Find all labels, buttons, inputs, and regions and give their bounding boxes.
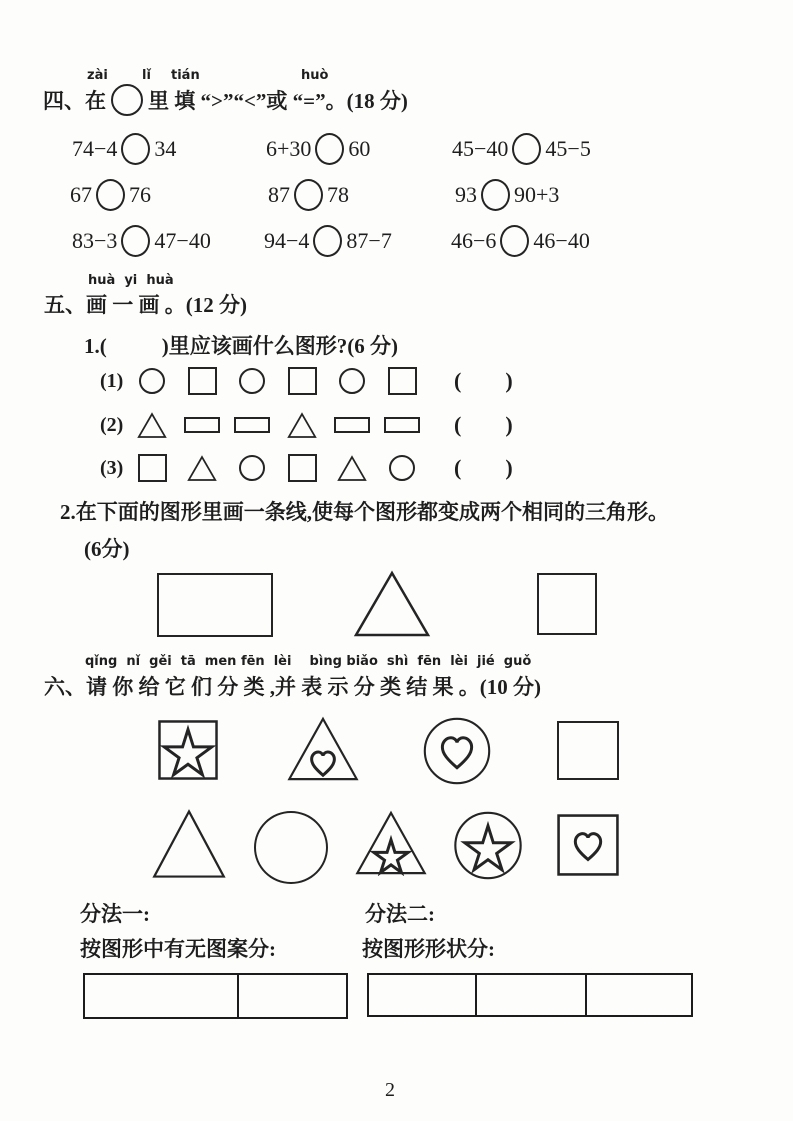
section5-title: 五、画 一 画 。(12 分) xyxy=(44,293,247,317)
q1-suffix: )里应该画什么图形?(6 分) xyxy=(161,334,398,358)
rectangle-shape xyxy=(234,417,270,433)
compare-problem-4 xyxy=(70,179,151,211)
answer-circle xyxy=(294,179,323,211)
circle-shape xyxy=(339,368,365,394)
divide-square xyxy=(537,573,597,635)
pinyin-zai: zài xyxy=(87,68,108,83)
circle-with-heart-shape xyxy=(420,716,494,786)
compare-problem-1 xyxy=(72,133,176,165)
divide-rectangle xyxy=(157,573,273,637)
compare-right: 87−7 xyxy=(346,228,392,253)
table-cell xyxy=(85,975,237,1017)
compare-left: 46−6 xyxy=(451,228,497,253)
compare-left: 94−4 xyxy=(264,228,310,253)
answer-circle xyxy=(313,225,342,257)
pattern-label: (2) xyxy=(100,413,124,436)
pattern-row-2 xyxy=(100,410,513,440)
section4-title-end: 里 填 “>”“<”或 “=”。(18 分) xyxy=(148,89,408,113)
square-with-heart-shape xyxy=(556,813,620,877)
triangle-shape xyxy=(152,808,226,880)
triangle-shape xyxy=(137,412,167,439)
circle-shape xyxy=(389,455,415,481)
section5-q1 xyxy=(84,330,398,360)
compare-problem-3 xyxy=(452,133,591,165)
pinyin-huo: huò xyxy=(301,68,329,83)
square-shape xyxy=(388,367,417,395)
compare-left: 93 xyxy=(455,182,477,207)
pattern-label: (1) xyxy=(100,369,124,392)
answer-parens: ( ) xyxy=(454,455,513,480)
square-shape xyxy=(288,454,317,482)
triangle-shape xyxy=(187,455,217,482)
compare-left: 45−40 xyxy=(452,136,509,161)
section6-title: 六、请 你 给 它 们 分 类 ,并 表 示 分 类 结 果 。(10 分) xyxy=(44,675,541,699)
rectangle-shape xyxy=(384,417,420,433)
square-with-star-shape xyxy=(156,719,220,781)
pinyin-section6: qǐng nǐ gěi tā men fēn lèi bìng biǎo shì fēn lèi jié guǒ xyxy=(85,654,532,669)
answer-circle xyxy=(500,225,529,257)
compare-problem-6 xyxy=(455,179,559,211)
triangle-with-star-shape xyxy=(355,810,427,876)
table-cell xyxy=(237,975,346,1017)
answer-circle xyxy=(96,179,125,211)
section4-title-start: 四、在 xyxy=(43,89,106,113)
triangle-shape xyxy=(337,455,367,482)
compare-left: 67 xyxy=(70,182,92,207)
compare-problem-7 xyxy=(72,225,211,257)
circle-shape xyxy=(254,811,328,884)
compare-problem-2 xyxy=(266,133,370,165)
answer-circle xyxy=(111,84,143,116)
pattern-row-3 xyxy=(100,453,513,483)
table-cell xyxy=(475,975,585,1015)
square-shape xyxy=(288,367,317,395)
answer-parens: ( ) xyxy=(454,368,513,393)
pinyin-li: lǐ xyxy=(142,68,151,83)
answer-circle xyxy=(481,179,510,211)
method2-desc: 按图形形状分: xyxy=(362,937,495,961)
circle-shape xyxy=(239,368,265,394)
square-shape xyxy=(188,367,217,395)
answer-circle xyxy=(121,133,150,165)
compare-problem-8 xyxy=(264,225,392,257)
compare-left: 74−4 xyxy=(72,136,118,161)
compare-right: 46−40 xyxy=(533,228,590,253)
compare-problem-9 xyxy=(451,225,590,257)
compare-left: 87 xyxy=(268,182,290,207)
pinyin-hua-yi-hua: huà yi huà xyxy=(88,273,174,288)
triangle-with-heart-shape xyxy=(287,716,359,782)
classification-table-2 xyxy=(367,973,693,1017)
pinyin-tian: tián xyxy=(171,68,200,83)
method1-desc: 按图形中有无图案分: xyxy=(80,937,276,961)
table-cell xyxy=(369,975,475,1015)
method1-label: 分法一: xyxy=(80,902,150,926)
answer-circle xyxy=(512,133,541,165)
compare-right: 34 xyxy=(154,136,177,161)
section4-title xyxy=(43,84,408,116)
method2-label: 分法二: xyxy=(365,902,435,926)
rectangle-shape xyxy=(334,417,370,433)
compare-right: 76 xyxy=(129,182,151,207)
table-cell xyxy=(585,975,691,1015)
rectangle-shape xyxy=(184,417,220,433)
compare-right: 60 xyxy=(348,136,371,161)
classification-table-1 xyxy=(83,973,348,1019)
square-shape xyxy=(138,454,167,482)
compare-problem-5 xyxy=(268,179,349,211)
compare-right: 90+3 xyxy=(514,182,560,207)
answer-circle xyxy=(315,133,344,165)
compare-left: 6+30 xyxy=(266,136,312,161)
compare-right: 78 xyxy=(327,182,349,207)
triangle-shape xyxy=(287,412,317,439)
circle-shape xyxy=(139,368,165,394)
q1-prefix: 1.( xyxy=(84,334,107,358)
circle-shape xyxy=(239,455,265,481)
compare-left: 83−3 xyxy=(72,228,118,253)
compare-right: 45−5 xyxy=(545,136,591,161)
circle-with-star-shape xyxy=(452,810,524,881)
answer-circle xyxy=(121,225,150,257)
divide-triangle xyxy=(353,570,431,638)
compare-right: 47−40 xyxy=(154,228,211,253)
q2-score: (6分) xyxy=(84,537,130,561)
page-number: 2 xyxy=(385,1079,395,1101)
section5-q2: 2.在下面的图形里画一条线,使每个图形都变成两个相同的三角形。 xyxy=(60,500,669,524)
square-shape xyxy=(557,721,619,780)
pattern-row-1 xyxy=(100,366,513,396)
answer-parens: ( ) xyxy=(454,412,513,437)
pattern-label: (3) xyxy=(100,456,124,479)
